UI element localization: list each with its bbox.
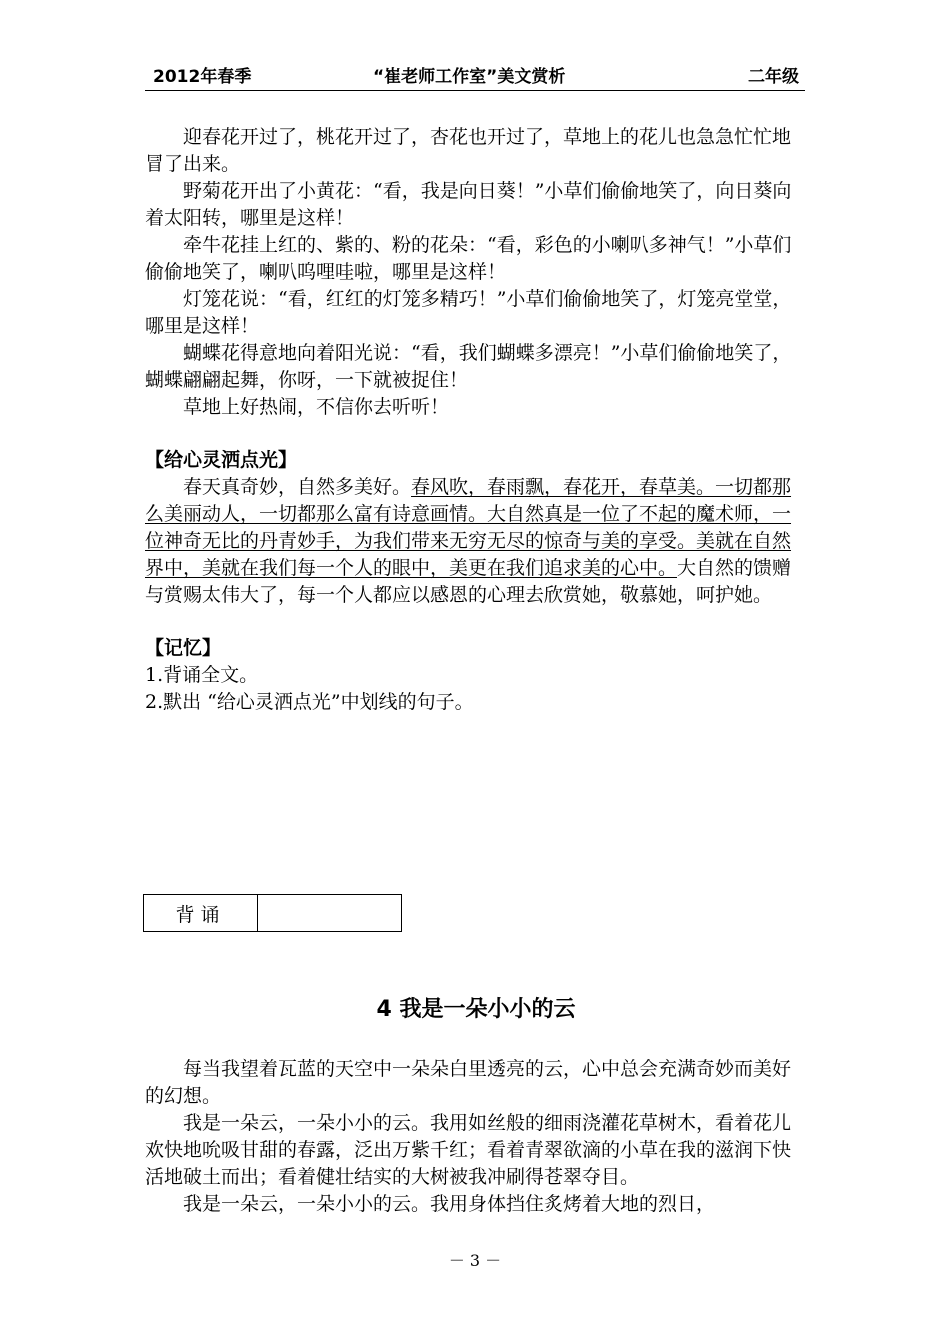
chapter-section (145, 1056, 807, 1218)
header-grade: 二年级 (748, 67, 799, 87)
insight-title: 【给心灵洒点光】 (145, 449, 298, 471)
recite-value-cell[interactable] (258, 895, 402, 932)
chapter-paragraph: 每当我望着瓦蓝的天空中一朵朵白里透亮的云，心中总会充满奇妙而美好的幻想。 (145, 1058, 792, 1107)
chapter-title: 4 我是一朵小小的云 (376, 997, 576, 1022)
chapter-paragraph: 我是一朵云，一朵小小的云。我用如丝般的细雨浇灌花草树木，看着花儿欢快地吮吸甘甜的春露，泛出万紫千红；看着青翠欲滴的小草在我的滋润下快活地破土而出；看着健壮结实的大树被我冲刷得苍翠夺目。 (145, 1112, 792, 1188)
page-header (145, 66, 805, 91)
recite-label: 背诵 (144, 895, 258, 932)
memory-item: 1.背诵全文。 (145, 664, 259, 686)
memory-title: 【记忆】 (145, 637, 222, 659)
story-paragraph: 蝴蝶花得意地向着阳光说：“看，我们蝴蝶多漂亮！”小草们偷偷地笑了，蝴蝶翩翩起舞，你呀，一下就被捉住！ (145, 342, 792, 391)
story-paragraph: 灯笼花说：“看，红红的灯笼多精巧！”小草们偷偷地笑了，灯笼亮堂堂，哪里是这样！ (145, 288, 792, 337)
page-number: － 3 － (448, 1251, 502, 1270)
insight-paragraph (145, 474, 807, 609)
header-term: 2012年春季 (153, 67, 252, 87)
insight-text-before: 春天真奇妙，自然多美好。 (183, 476, 412, 498)
story-paragraph: 牵牛花挂上红的、紫的、粉的花朵：“看，彩色的小喇叭多神气！”小草们偷偷地笑了，喇叭呜哩哇啦，哪里是这样！ (145, 234, 792, 283)
story-section (145, 124, 807, 716)
memory-item: 2.默出 “给心灵洒点光”中划线的句子。 (145, 691, 474, 713)
story-paragraph: 迎春花开过了，桃花开过了，杏花也开过了，草地上的花儿也急急忙忙地冒了出来。 (145, 126, 792, 175)
story-paragraph: 草地上好热闹，不信你去听听！ (183, 396, 450, 418)
header-title: “崔老师工作室”美文赏析 (373, 67, 566, 87)
insight-text-after: 大自然的馈赠与赏赐太伟大了，每一个人都应以感恩的心理去欣赏她，敬慕她，呵护她。 (145, 557, 792, 606)
recite-table (143, 894, 402, 932)
chapter-paragraph: 我是一朵云，一朵小小的云。我用身体挡住炙烤着大地的烈日， (183, 1193, 716, 1215)
insight-underlined-text: 春风吹，春雨飘，春花开，春草美。一切都那么美丽动人，一切都那么富有诗意画情。大自然真是一位了不起的魔术师，一位神奇无比的丹青妙手，为我们带来无穷无尽的惊奇与美的享受。美就在自然界中，美就在我们每一个人的眼中，美更在我们追求美的心中。 (145, 476, 792, 579)
story-paragraph: 野菊花开出了小黄花：“看，我是向日葵！”小草们偷偷地笑了，向日葵向着太阳转，哪里是这样！ (145, 180, 792, 229)
